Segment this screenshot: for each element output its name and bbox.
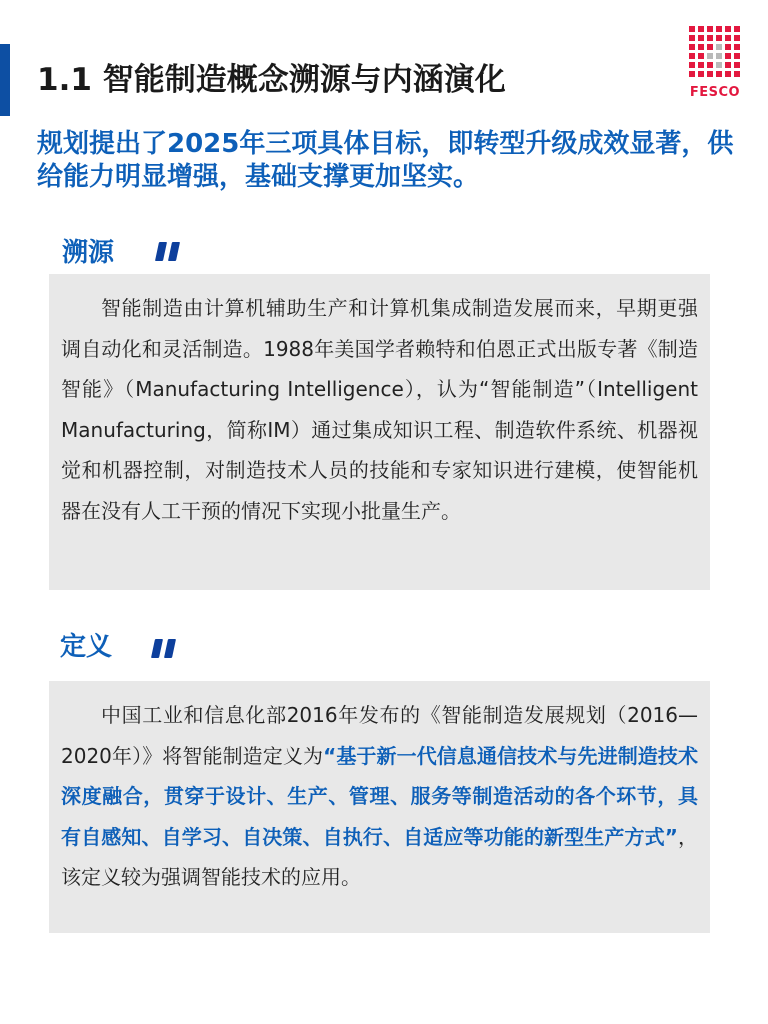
page-title: 1.1 智能制造概念溯源与内涵演化 — [37, 62, 506, 98]
section-heading-definition: 定义 — [60, 632, 113, 662]
quote-mark-icon — [153, 639, 174, 658]
title-accent-bar — [0, 44, 10, 116]
origin-body: 智能制造由计算机辅助生产和计算机集成制造发展而来，早期更强调自动化和灵活制造。1988年美国学者赖特和伯恩正式出版专著《制造智能》（Manufacturing Intelligence），认为“智能制造”（Intelligent Manufacturing，简称IM）通过集成知识工程、制造软件系统、机器视觉和机器控制，对制造技术人员的技能和专家知识进行建模，使智能机器在没有人工干预的情况下实现小批量生产。 — [61, 296, 698, 523]
subtitle: 规划提出了2025年三项具体目标，即转型升级成效显著，供给能力明显增强，基础支撑更加坚实。 — [37, 129, 734, 192]
fesco-logo — [686, 26, 744, 104]
fesco-dot-grid-icon — [689, 26, 740, 77]
definition-highlight: “基于新一代信息通信技术与先进制造技术深度融合，贯穿于设计、生产、管理、服务等制造活动的各个环节，具有自感知、自学习、自决策、自执行、自适应等功能的新型生产方式” — [61, 743, 698, 849]
definition-body-end: ，该定义较为强调智能技术的应用。 — [61, 824, 698, 889]
section-heading-origin: 溯源 — [62, 238, 115, 268]
logo-text: FESCO — [689, 85, 741, 100]
definition-text-box — [49, 681, 710, 933]
definition-body-start: 中国工业和信息化部2016年发布的《智能制造发展规划（2016—2020年）》将智能制造定义为 — [61, 703, 698, 768]
quote-mark-icon — [157, 242, 178, 261]
definition-body — [61, 695, 698, 898]
origin-text-box — [49, 274, 710, 590]
